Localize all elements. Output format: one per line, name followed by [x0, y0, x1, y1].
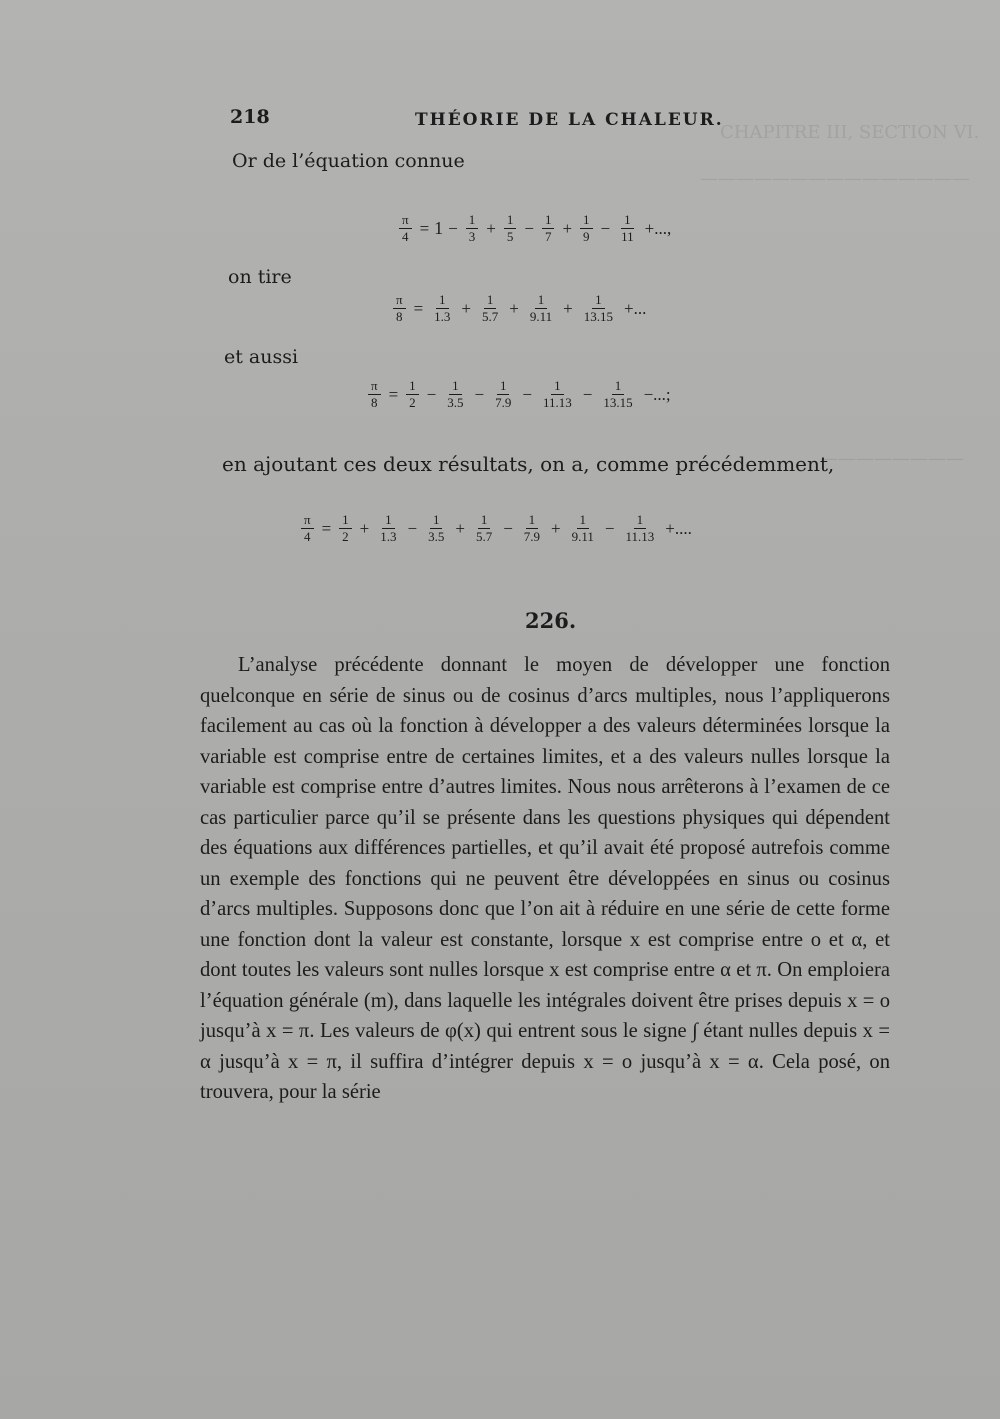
- fraction: [431, 292, 453, 326]
- operator: −: [407, 518, 418, 538]
- operator: +: [461, 298, 472, 318]
- bleed-through: ————————: [820, 448, 964, 469]
- fraction-numerator: 1: [551, 378, 564, 395]
- fraction-denominator: 11: [621, 229, 634, 245]
- operator: +: [562, 218, 573, 238]
- operator: =: [388, 384, 399, 404]
- operator: −: [474, 384, 485, 404]
- fraction-numerator: 1: [430, 512, 443, 529]
- bleed-through: CHAPITRE III, SECTION VI.: [720, 122, 980, 143]
- fraction-numerator: 1: [466, 212, 479, 229]
- fraction-denominator: 9: [583, 229, 590, 245]
- fraction-numerator: 1: [580, 212, 593, 229]
- section-number: 226.: [525, 608, 577, 633]
- fraction: [600, 378, 635, 412]
- formula-pi-over-8-difference: [365, 378, 676, 412]
- operator: =: [419, 218, 430, 238]
- fraction-numerator: 1: [621, 212, 634, 229]
- label-et-aussi: et aussi: [224, 346, 299, 368]
- fraction-numerator: 1: [436, 292, 449, 309]
- fraction: [368, 378, 381, 412]
- label-on-tire: on tire: [228, 266, 292, 288]
- fraction-numerator: 1: [577, 512, 590, 529]
- fraction-denominator: 13.15: [603, 395, 633, 411]
- operator: =: [413, 298, 424, 318]
- fraction: [492, 378, 514, 412]
- fraction-numerator: 1: [535, 292, 548, 309]
- fraction-denominator: 1.3: [434, 309, 451, 325]
- fraction-denominator: 13.15: [583, 309, 613, 325]
- fraction-denominator: 11.13: [625, 529, 655, 545]
- fraction: [569, 512, 597, 546]
- fraction-denominator: 4: [402, 229, 409, 245]
- formula-pi-over-4-series: [396, 212, 676, 246]
- operator: −: [448, 218, 458, 238]
- fraction-denominator: 4: [304, 529, 311, 545]
- operator: −: [426, 384, 437, 404]
- fraction-numerator: 1: [382, 512, 395, 529]
- fraction-denominator: 9.11: [529, 309, 553, 325]
- fraction-denominator: 7.9: [495, 395, 512, 411]
- fraction-denominator: 9.11: [571, 529, 594, 545]
- fraction-numerator: 1: [478, 512, 491, 529]
- fraction: [623, 512, 658, 546]
- series-tail: +....: [665, 518, 692, 538]
- fraction: [618, 212, 637, 246]
- fraction-denominator: 5.7: [475, 529, 493, 545]
- fraction: [479, 292, 501, 326]
- fraction-denominator: 11.13: [542, 395, 572, 411]
- operator: +: [563, 298, 573, 318]
- fraction: [521, 512, 543, 546]
- fraction-numerator: 1: [526, 512, 539, 529]
- fraction: [339, 512, 352, 546]
- fraction-denominator: 7: [544, 229, 552, 245]
- fraction-denominator: 3.5: [447, 395, 464, 411]
- fraction-numerator: 1: [406, 378, 419, 395]
- fraction: [580, 212, 593, 246]
- fraction-numerator: 1: [612, 378, 625, 395]
- page-number: 218: [230, 106, 270, 128]
- fraction: [393, 292, 406, 326]
- fraction-numerator: 1: [497, 378, 510, 395]
- fraction-denominator: 3.5: [428, 529, 445, 545]
- formula-pi-over-8-sum: [390, 292, 651, 326]
- fraction-numerator: π: [399, 212, 412, 229]
- fraction-numerator: π: [393, 292, 406, 309]
- fraction-numerator: π: [368, 378, 381, 395]
- fraction: [542, 212, 555, 246]
- fraction: [444, 378, 466, 412]
- fraction: [466, 212, 479, 246]
- fraction-denominator: 5.7: [482, 309, 499, 325]
- operator: =: [321, 518, 332, 538]
- fraction-numerator: 1: [339, 512, 352, 529]
- fraction: [527, 292, 555, 326]
- body-paragraph: [200, 650, 890, 1108]
- series-tail: −...;: [643, 384, 671, 404]
- operator: −: [524, 218, 534, 238]
- fraction-numerator: π: [301, 512, 314, 529]
- operator: +: [509, 298, 519, 318]
- paragraph-text: L’analyse précédente donnant le moyen de développer une fonction quelconque en série de sinus ou de cosinus d’arcs multiples, nous l’appliquerons facilement au cas où la fonction à développer a des valeurs déterminées lorsque la variable est comprise entre de certaines limites, et a des valeurs nulles lorsque la variable est comprise entre d’autres limites. Nous nous arrêterons à l’examen de ce cas particulier parce qu’il se présente dans les questions physiques qui dépendent des équations aux différences partielles, et qu’il avait été proposé autrefois comme un exemple des fonctions qui ne peuvent être développées en sinus ou cosinus d’arcs multiples. Supposons donc que l’on ait à réduire en une série de cette forme une fonction dont la valeur est constante, lorsque x est comprise entre o et α, et dont toutes les valeurs sont nulles lorsque x est comprise entre α et π. On emploiera l’équation générale (m), dans laquelle les intégrales doivent être prises depuis x = o jusqu’à x = π. Les valeurs de φ(x) qui entrent sous le signe ∫ étant nulles depuis x = α jusqu’à x = π, il suffira d’intégrer depuis x = o jusqu’à x = α. Cela posé, on trouvera, pour la série: [200, 654, 890, 1103]
- fraction: [425, 512, 447, 546]
- fraction-denominator: 7.9: [523, 529, 541, 545]
- fraction-denominator: 3: [468, 229, 476, 245]
- fraction-denominator: 2: [342, 529, 349, 545]
- term: 1: [434, 218, 444, 239]
- fraction-numerator: 1: [592, 292, 605, 309]
- sentence-ajoutant: en ajoutant ces deux résultats, on a, comme précédemment,: [222, 452, 835, 476]
- fraction-denominator: 8: [396, 309, 403, 325]
- operator: −: [600, 218, 611, 238]
- series-tail: +...,: [644, 218, 672, 238]
- fraction: [301, 512, 314, 546]
- fraction-numerator: 1: [484, 292, 497, 309]
- running-title: THÉORIE DE LA CHALEUR.: [415, 110, 724, 130]
- intro-text: Or de l’équation connue: [232, 150, 465, 172]
- series-tail: +...: [623, 298, 647, 318]
- operator: +: [551, 518, 561, 538]
- fraction: [473, 512, 495, 546]
- fraction-numerator: 1: [504, 212, 517, 229]
- fraction: [504, 212, 517, 246]
- fraction-denominator: 1.3: [380, 529, 397, 545]
- operator: −: [604, 518, 615, 538]
- fraction-numerator: 1: [542, 212, 555, 229]
- fraction: [406, 378, 419, 412]
- operator: +: [455, 518, 465, 538]
- fraction-denominator: 5: [506, 229, 514, 245]
- fraction: [399, 212, 412, 246]
- fraction: [377, 512, 399, 546]
- formula-pi-over-4-combined: [298, 512, 697, 546]
- bleed-through: ———————————————: [700, 168, 970, 189]
- operator: −: [503, 518, 513, 538]
- fraction: [540, 378, 575, 412]
- fraction-denominator: 2: [409, 395, 416, 411]
- operator: −: [522, 384, 532, 404]
- operator: +: [359, 518, 370, 538]
- fraction-numerator: 1: [634, 512, 647, 529]
- operator: −: [582, 384, 593, 404]
- fraction-numerator: 1: [449, 378, 462, 395]
- operator: +: [486, 218, 496, 238]
- fraction-denominator: 8: [371, 395, 378, 411]
- fraction: [581, 292, 616, 326]
